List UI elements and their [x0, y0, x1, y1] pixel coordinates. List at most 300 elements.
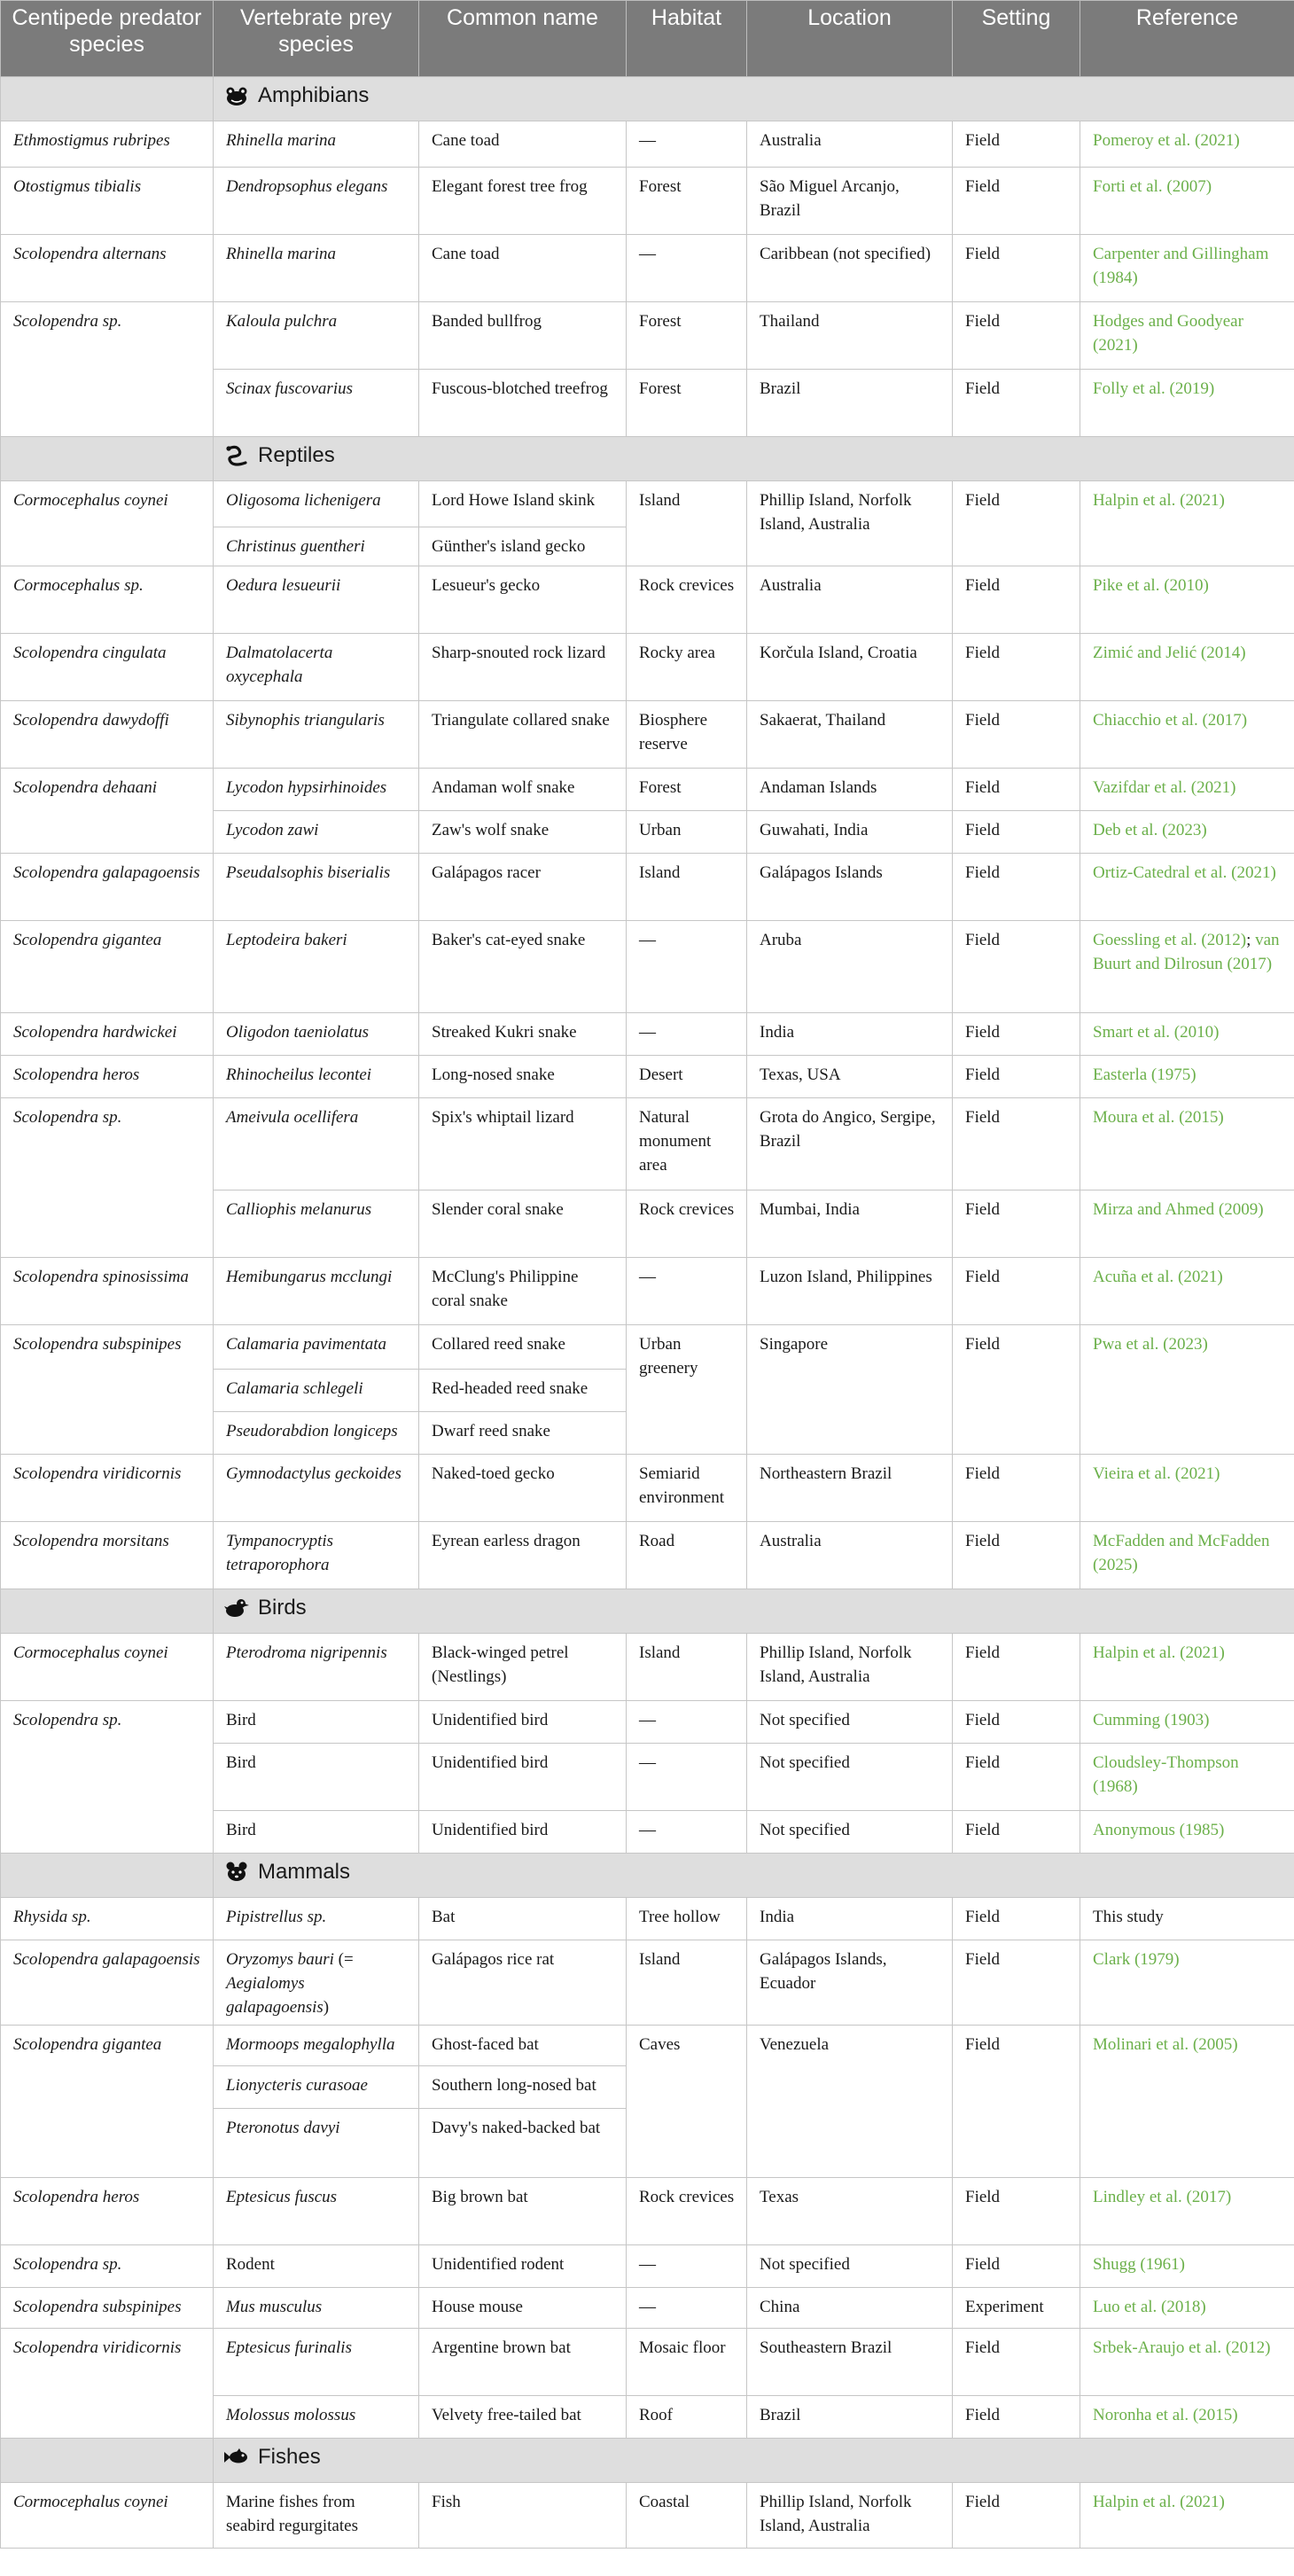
reference-link[interactable]: Luo et al. (2018): [1080, 2288, 1294, 2329]
prey-cell: Gymnodactylus geckoides: [214, 1455, 419, 1522]
predator-cell: Scolopendra cingulata: [1, 634, 214, 701]
predator-cell: Scolopendra dawydoffi: [1, 701, 214, 769]
prey-name: Oryzomys bauri: [226, 1950, 334, 1969]
prey-cell: Rhinocheilus lecontei: [214, 1056, 419, 1098]
location-cell: Not specified: [747, 2245, 953, 2288]
common-name-cell: Cane toad: [419, 121, 627, 168]
location-cell: Brazil: [747, 2396, 953, 2439]
prey-cell: Sibynophis triangularis: [214, 701, 419, 769]
location-cell: Guwahati, India: [747, 811, 953, 854]
common-name-cell: Unidentified bird: [419, 1701, 627, 1744]
predator-cell: Scolopendra sp.: [1, 2245, 214, 2288]
common-name-cell: Sharp-snouted rock lizard: [419, 634, 627, 701]
reference-link[interactable]: Mirza and Ahmed (2009): [1080, 1190, 1294, 1258]
prey-cell: Eptesicus furinalis: [214, 2329, 419, 2396]
predator-cell: Scolopendra morsitans: [1, 1522, 214, 1589]
prey-cell: [214, 1940, 419, 2026]
table-row: [1, 302, 1294, 370]
location-cell: Galápagos Islands, Ecuador: [747, 1940, 953, 2026]
reference-link[interactable]: Anonymous (1985): [1080, 1811, 1294, 1854]
habitat-cell: —: [627, 1811, 747, 1854]
reference-link[interactable]: Pomeroy et al. (2021): [1080, 121, 1294, 168]
location-cell: Galápagos Islands: [747, 854, 953, 921]
habitat-cell: Urban greenery: [627, 1325, 747, 1455]
location-cell: Phillip Island, Norfolk Island, Australia: [747, 1634, 953, 1701]
habitat-cell: Caves: [627, 2026, 747, 2178]
setting-cell: Field: [953, 2483, 1080, 2549]
prey-cell: Pseudalsophis biserialis: [214, 854, 419, 921]
prey-cell: Lycodon zawi: [214, 811, 419, 854]
habitat-cell: Forest: [627, 769, 747, 811]
common-name-cell: Triangulate collared snake: [419, 701, 627, 769]
habitat-cell: Island: [627, 481, 747, 566]
common-name-cell: Velvety free-tailed bat: [419, 2396, 627, 2439]
table-row: [1, 769, 1294, 811]
prey-cell: Ameivula ocellifera: [214, 1098, 419, 1190]
prey-cell: Marine fishes from seabird regurgitates: [214, 2483, 419, 2549]
common-name-cell: Baker's cat-eyed snake: [419, 921, 627, 1013]
common-name-cell: Bat: [419, 1898, 627, 1940]
prey-cell: Lycodon hypsirhinoides: [214, 769, 419, 811]
prey-cell: Bird: [214, 1701, 419, 1744]
prey-cell: Calamaria schlegeli: [214, 1370, 419, 1412]
reference-link[interactable]: Chiacchio et al. (2017): [1080, 701, 1294, 769]
habitat-cell: —: [627, 921, 747, 1013]
setting-cell: Experiment: [953, 2288, 1080, 2329]
prey-cell: Pteronotus davyi: [214, 2109, 419, 2178]
location-cell: Phillip Island, Norfolk Island, Australia: [747, 481, 953, 566]
prey-cell: Calamaria pavimentata: [214, 1325, 419, 1370]
habitat-cell: Tree hollow: [627, 1898, 747, 1940]
reference-link[interactable]: Smart et al. (2010): [1080, 1013, 1294, 1056]
prey-cell: Hemibungarus mcclungi: [214, 1258, 419, 1325]
setting-cell: Field: [953, 854, 1080, 921]
predator-cell: Otostigmus tibialis: [1, 168, 214, 235]
reference-link[interactable]: Cumming (1903): [1080, 1701, 1294, 1744]
table-row: [1, 1701, 1294, 1744]
setting-cell: Field: [953, 370, 1080, 437]
predator-cell: Cormocephalus coynei: [1, 2483, 214, 2549]
reference-link[interactable]: Shugg (1961): [1080, 2245, 1294, 2288]
habitat-cell: Biosphere reserve: [627, 701, 747, 769]
location-cell: Not specified: [747, 1811, 953, 1854]
habitat-cell: Semiarid environment: [627, 1455, 747, 1522]
snake-icon: [224, 444, 249, 467]
reference-link[interactable]: Lindley et al. (2017): [1080, 2178, 1294, 2245]
habitat-cell: —: [627, 121, 747, 168]
setting-cell: Field: [953, 481, 1080, 566]
prey-cell: Mormoops megalophylla: [214, 2026, 419, 2066]
setting-cell: Field: [953, 634, 1080, 701]
predator-cell: Scolopendra gigantea: [1, 2026, 214, 2178]
prey-cell: Leptodeira bakeri: [214, 921, 419, 1013]
habitat-cell: —: [627, 1258, 747, 1325]
reference-link[interactable]: Moura et al. (2015): [1080, 1098, 1294, 1190]
table-row: [1, 1056, 1294, 1098]
location-cell: Brazil: [747, 370, 953, 437]
predator-cell: Scolopendra galapagoensis: [1, 1940, 214, 2026]
prey-cell: Bird: [214, 1744, 419, 1811]
setting-cell: Field: [953, 1898, 1080, 1940]
common-name-cell: Fuscous-blotched treefrog: [419, 370, 627, 437]
reference-link[interactable]: Ortiz-Catedral et al. (2021): [1080, 854, 1294, 921]
setting-cell: Field: [953, 701, 1080, 769]
setting-cell: Field: [953, 1811, 1080, 1854]
habitat-cell: —: [627, 2288, 747, 2329]
predator-cell: Scolopendra sp.: [1, 1701, 214, 1854]
setting-cell: Field: [953, 2026, 1080, 2178]
prey-cell: Molossus molossus: [214, 2396, 419, 2439]
prey-cell: Rhinella marina: [214, 235, 419, 302]
prey-cell: Scinax fuscovarius: [214, 370, 419, 437]
prey-cell: Pipistrellus sp.: [214, 1898, 419, 1940]
reference-link[interactable]: Vazifdar et al. (2021): [1080, 769, 1294, 811]
header-predator: Centipede predator species: [1, 1, 214, 77]
common-name-cell: Long-nosed snake: [419, 1056, 627, 1098]
reference-link[interactable]: Halpin et al. (2021): [1080, 2483, 1294, 2549]
setting-cell: Field: [953, 566, 1080, 634]
habitat-cell: Rock crevices: [627, 566, 747, 634]
common-name-cell: Dwarf reed snake: [419, 1412, 627, 1455]
location-cell: Caribbean (not specified): [747, 235, 953, 302]
setting-cell: Field: [953, 1190, 1080, 1258]
frog-icon: [224, 84, 249, 107]
prey-cell: Oligodon taeniolatus: [214, 1013, 419, 1056]
common-name-cell: Ghost-faced bat: [419, 2026, 627, 2066]
reference-link[interactable]: Folly et al. (2019): [1080, 370, 1294, 437]
location-cell: India: [747, 1898, 953, 1940]
common-name-cell: Streaked Kukri snake: [419, 1013, 627, 1056]
setting-cell: Field: [953, 2329, 1080, 2396]
location-cell: Andaman Islands: [747, 769, 953, 811]
predator-cell: Scolopendra spinosissima: [1, 1258, 214, 1325]
group-row-amphibians: [1, 77, 1294, 121]
common-name-cell: Lesueur's gecko: [419, 566, 627, 634]
reference-link[interactable]: Zimić and Jelić (2014): [1080, 634, 1294, 701]
habitat-cell: Forest: [627, 370, 747, 437]
bird-icon: [224, 1596, 249, 1620]
predator-cell: Scolopendra heros: [1, 2178, 214, 2245]
group-title: Fishes: [258, 2445, 321, 2470]
table-row: [1, 854, 1294, 921]
reference-link[interactable]: Pwa et al. (2023): [1080, 1325, 1294, 1455]
location-cell: Phillip Island, Norfolk Island, Australia: [747, 2483, 953, 2549]
location-cell: Aruba: [747, 921, 953, 1013]
habitat-cell: —: [627, 1013, 747, 1056]
table-row: [1, 168, 1294, 235]
setting-cell: Field: [953, 921, 1080, 1013]
setting-cell: Field: [953, 1013, 1080, 1056]
prey-cell: Rhinella marina: [214, 121, 419, 168]
common-name-cell: Slender coral snake: [419, 1190, 627, 1258]
setting-cell: Field: [953, 2396, 1080, 2439]
table-row: [1, 121, 1294, 168]
table-row: [1, 701, 1294, 769]
common-name-cell: Galápagos rice rat: [419, 1940, 627, 2026]
prey-cell: Eptesicus fuscus: [214, 2178, 419, 2245]
setting-cell: Field: [953, 769, 1080, 811]
header-row: [1, 1, 1294, 77]
table-row: [1, 1940, 1294, 2026]
common-name-cell: Unidentified bird: [419, 1744, 627, 1811]
prey-cell: Bird: [214, 1811, 419, 1854]
table-row: [1, 2288, 1294, 2329]
prey-cell: Pterodroma nigripennis: [214, 1634, 419, 1701]
group-row-mammals: [1, 1854, 1294, 1898]
habitat-cell: Urban: [627, 811, 747, 854]
location-cell: Grota do Angico, Sergipe, Brazil: [747, 1098, 953, 1190]
location-cell: Northeastern Brazil: [747, 1455, 953, 1522]
setting-cell: Field: [953, 302, 1080, 370]
predator-cell: Cormocephalus coynei: [1, 1634, 214, 1701]
table-row: [1, 1258, 1294, 1325]
location-cell: Korčula Island, Croatia: [747, 634, 953, 701]
common-name-cell: Big brown bat: [419, 2178, 627, 2245]
reference-link[interactable]: [1080, 921, 1294, 1013]
prey-cell: Oedura lesueurii: [214, 566, 419, 634]
habitat-cell: Forest: [627, 168, 747, 235]
predator-cell: Scolopendra viridicornis: [1, 1455, 214, 1522]
location-cell: Texas, USA: [747, 1056, 953, 1098]
setting-cell: Field: [953, 1098, 1080, 1190]
prey-cell: Kaloula pulchra: [214, 302, 419, 370]
predator-cell: Scolopendra subspinipes: [1, 1325, 214, 1455]
fish-icon: [224, 2446, 249, 2469]
reference-plain: This study: [1093, 1908, 1164, 1926]
header-habitat: Habitat: [627, 1, 747, 77]
reference-text: [1080, 1898, 1294, 1940]
predator-cell: Scolopendra sp.: [1, 1098, 214, 1258]
table-row: [1, 1522, 1294, 1589]
reference-link[interactable]: Molinari et al. (2005): [1080, 2026, 1294, 2178]
prey-cell: Christinus guentheri: [214, 527, 419, 566]
location-cell: Southeastern Brazil: [747, 2329, 953, 2396]
common-name-cell: Unidentified rodent: [419, 2245, 627, 2288]
predator-cell: Ethmostigmus rubripes: [1, 121, 214, 168]
reference-link[interactable]: Hodges and Goodyear (2021): [1080, 302, 1294, 370]
reference-link[interactable]: McFadden and McFadden (2025): [1080, 1522, 1294, 1589]
header-location: Location: [747, 1, 953, 77]
table-row: [1, 921, 1294, 1013]
common-name-cell: House mouse: [419, 2288, 627, 2329]
common-name-cell: Davy's naked-backed bat: [419, 2109, 627, 2178]
setting-cell: Field: [953, 1455, 1080, 1522]
setting-cell: Field: [953, 1258, 1080, 1325]
setting-cell: Field: [953, 235, 1080, 302]
setting-cell: Field: [953, 121, 1080, 168]
predator-cell: Cormocephalus coynei: [1, 481, 214, 566]
location-cell: Not specified: [747, 1744, 953, 1811]
habitat-cell: —: [627, 2245, 747, 2288]
reference-link[interactable]: Forti et al. (2007): [1080, 168, 1294, 235]
group-title: Amphibians: [258, 83, 370, 108]
group-title: Mammals: [258, 1860, 351, 1885]
setting-cell: Field: [953, 2245, 1080, 2288]
common-name-cell: Eyrean earless dragon: [419, 1522, 627, 1589]
habitat-cell: —: [627, 1744, 747, 1811]
habitat-cell: —: [627, 1701, 747, 1744]
table-row: [1, 1325, 1294, 1370]
table-row: [1, 1898, 1294, 1940]
reference-link[interactable]: Deb et al. (2023): [1080, 811, 1294, 854]
location-cell: Mumbai, India: [747, 1190, 953, 1258]
setting-cell: Field: [953, 811, 1080, 854]
location-cell: Australia: [747, 1522, 953, 1589]
location-cell: Sakaerat, Thailand: [747, 701, 953, 769]
common-name-cell: Unidentified bird: [419, 1811, 627, 1854]
common-name-cell: McClung's Philippine coral snake: [419, 1258, 627, 1325]
prey-cell: Oligosoma lichenigera: [214, 481, 419, 527]
habitat-cell: Island: [627, 1634, 747, 1701]
common-name-cell: Red-headed reed snake: [419, 1370, 627, 1412]
table-row: [1, 2026, 1294, 2066]
common-name-cell: Lord Howe Island skink: [419, 481, 627, 527]
predator-cell: Scolopendra gigantea: [1, 921, 214, 1013]
setting-cell: Field: [953, 1325, 1080, 1455]
common-name-cell: Argentine brown bat: [419, 2329, 627, 2396]
prey-cell: Mus musculus: [214, 2288, 419, 2329]
group-row-fishes: [1, 2439, 1294, 2483]
predator-cell: Scolopendra hardwickei: [1, 1013, 214, 1056]
prey-cell: Pseudorabdion longiceps: [214, 1412, 419, 1455]
header-common-name: Common name: [419, 1, 627, 77]
setting-cell: Field: [953, 2178, 1080, 2245]
habitat-cell: —: [627, 235, 747, 302]
table-row: [1, 2178, 1294, 2245]
table-row: [1, 1455, 1294, 1522]
habitat-cell: Roof: [627, 2396, 747, 2439]
table-row: [1, 2245, 1294, 2288]
common-name-cell: Fish: [419, 2483, 627, 2549]
habitat-cell: Island: [627, 854, 747, 921]
habitat-cell: Desert: [627, 1056, 747, 1098]
common-name-cell: Collared reed snake: [419, 1325, 627, 1370]
reference-link[interactable]: Cloudsley-Thompson (1968): [1080, 1744, 1294, 1811]
common-name-cell: Elegant forest tree frog: [419, 168, 627, 235]
common-name-cell: Zaw's wolf snake: [419, 811, 627, 854]
setting-cell: Field: [953, 1634, 1080, 1701]
reference-link[interactable]: Srbek-Araujo et al. (2012): [1080, 2329, 1294, 2396]
prey-synonym: Aegialomys galapagoensis: [226, 1974, 324, 2017]
setting-cell: Field: [953, 1522, 1080, 1589]
common-name-cell: Günther's island gecko: [419, 527, 627, 566]
table-row: [1, 2329, 1294, 2396]
mammal-icon: [224, 1861, 249, 1884]
prey-synonym-close: ): [323, 1998, 330, 2017]
group-row-birds: [1, 1589, 1294, 1634]
predator-cell: Scolopendra galapagoensis: [1, 854, 214, 921]
group-title: Reptiles: [258, 443, 335, 468]
table-row: [1, 1634, 1294, 1701]
habitat-cell: Rock crevices: [627, 2178, 747, 2245]
prey-cell: Lionycteris curasoae: [214, 2066, 419, 2109]
location-cell: São Miguel Arcanjo, Brazil: [747, 168, 953, 235]
predator-cell: Scolopendra viridicornis: [1, 2329, 214, 2439]
group-row-reptiles: [1, 437, 1294, 481]
habitat-cell: Natural monument area: [627, 1098, 747, 1190]
common-name-cell: Southern long-nosed bat: [419, 2066, 627, 2109]
habitat-cell: Rock crevices: [627, 1190, 747, 1258]
prey-cell: Dalmatolacerta oxycephala: [214, 634, 419, 701]
common-name-cell: Naked-toed gecko: [419, 1455, 627, 1522]
predator-cell: Rhysida sp.: [1, 1898, 214, 1940]
predator-cell: Cormocephalus sp.: [1, 566, 214, 634]
predator-cell: Scolopendra heros: [1, 1056, 214, 1098]
location-cell: Texas: [747, 2178, 953, 2245]
location-cell: Singapore: [747, 1325, 953, 1455]
common-name-cell: Cane toad: [419, 235, 627, 302]
reference-link[interactable]: Easterla (1975): [1080, 1056, 1294, 1098]
common-name-cell: Galápagos racer: [419, 854, 627, 921]
reference-part: Goessling et al. (2012): [1093, 931, 1247, 949]
reference-link[interactable]: Vieira et al. (2021): [1080, 1455, 1294, 1522]
location-cell: Australia: [747, 121, 953, 168]
table-row: [1, 1013, 1294, 1056]
setting-cell: Field: [953, 1940, 1080, 2026]
common-name-cell: Spix's whiptail lizard: [419, 1098, 627, 1190]
table-row: [1, 481, 1294, 527]
reference-separator: ;: [1246, 931, 1256, 949]
group-title: Birds: [258, 1596, 307, 1620]
table-row: [1, 1098, 1294, 1190]
reference-part: van Buurt and Dilrosun (2017): [1093, 931, 1280, 973]
location-cell: Australia: [747, 566, 953, 634]
reference-link[interactable]: Carpenter and Gillingham (1984): [1080, 235, 1294, 302]
reference-link[interactable]: Halpin et al. (2021): [1080, 1634, 1294, 1701]
setting-cell: Field: [953, 168, 1080, 235]
habitat-cell: Road: [627, 1522, 747, 1589]
location-cell: Luzon Island, Philippines: [747, 1258, 953, 1325]
location-cell: China: [747, 2288, 953, 2329]
prey-cell: Tympanocryptis tetraporophora: [214, 1522, 419, 1589]
setting-cell: Field: [953, 1056, 1080, 1098]
predator-cell: Scolopendra subspinipes: [1, 2288, 214, 2329]
habitat-cell: Mosaic floor: [627, 2329, 747, 2396]
reference-link[interactable]: Pike et al. (2010): [1080, 566, 1294, 634]
habitat-cell: Coastal: [627, 2483, 747, 2549]
table-row: [1, 235, 1294, 302]
reference-link[interactable]: Clark (1979): [1080, 1940, 1294, 2026]
prey-cell: Rodent: [214, 2245, 419, 2288]
reference-link[interactable]: Noronha et al. (2015): [1080, 2396, 1294, 2439]
habitat-cell: Island: [627, 1940, 747, 2026]
prey-cell: Dendropsophus elegans: [214, 168, 419, 235]
table-row: [1, 566, 1294, 634]
common-name-cell: Andaman wolf snake: [419, 769, 627, 811]
location-cell: Thailand: [747, 302, 953, 370]
habitat-cell: Forest: [627, 302, 747, 370]
prey-cell: Calliophis melanurus: [214, 1190, 419, 1258]
table-row: [1, 634, 1294, 701]
reference-link[interactable]: Halpin et al. (2021): [1080, 481, 1294, 566]
location-cell: Venezuela: [747, 2026, 953, 2178]
common-name-cell: Black-winged petrel (Nestlings): [419, 1634, 627, 1701]
predator-cell: Scolopendra sp.: [1, 302, 214, 437]
setting-cell: Field: [953, 1744, 1080, 1811]
setting-cell: Field: [953, 1701, 1080, 1744]
reference-link[interactable]: Acuña et al. (2021): [1080, 1258, 1294, 1325]
table-row: [1, 2483, 1294, 2549]
prey-synonym-open: (=: [333, 1950, 354, 1969]
header-prey: Vertebrate prey species: [214, 1, 419, 77]
predator-cell: Scolopendra alternans: [1, 235, 214, 302]
header-reference: Reference: [1080, 1, 1294, 77]
header-setting: Setting: [953, 1, 1080, 77]
location-cell: Not specified: [747, 1701, 953, 1744]
predator-cell: Scolopendra dehaani: [1, 769, 214, 854]
location-cell: India: [747, 1013, 953, 1056]
habitat-cell: Rocky area: [627, 634, 747, 701]
